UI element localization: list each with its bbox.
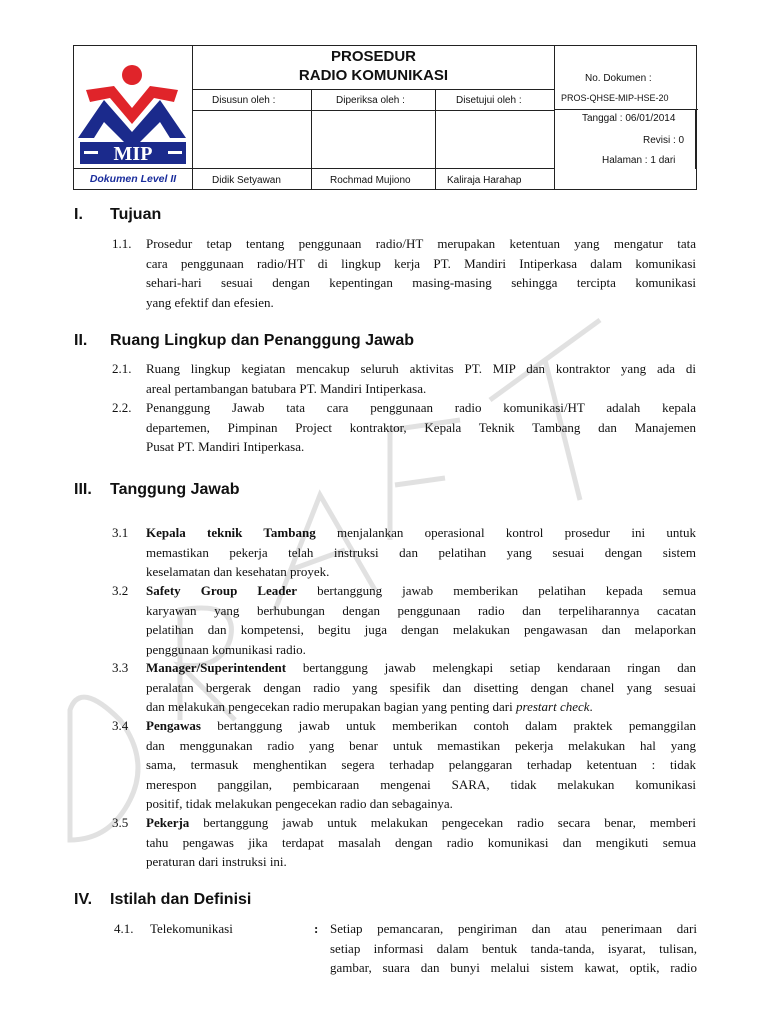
item-line: peraturan dari instruksi ini. [146,854,287,869]
item-line: penggunaan komunikasi radio. [146,641,306,657]
item-number: 3.4 [112,718,129,733]
document-header-table [73,45,697,190]
item-line: sehari-hari sesuai dengan kepentingan masing-masing sehingga tercipta komunikasi [146,275,696,290]
item-line: Penanggung Jawab tata cara penggunaan radio komunikasi/HT adalah kepala [146,400,696,415]
item-line: Pekerja bertanggung jawab untuk melakukan pengecekan radio secara benar, memberi [146,815,696,830]
item-line: Safety Group Leader bertanggung jawab memberikan pelatihan kepada semua [146,583,696,598]
section-number: III. [74,481,92,498]
item-line: cara penggunaan radio/HT di lingkup kerja PT. Mandiri Intiperkasa dalam komunikasi [146,255,696,271]
section-title: Ruang Lingkup dan Penanggung Jawab [110,332,415,349]
item-number: 3.1 [112,525,129,540]
item-line: gambar, suara dan bunyi melalui sistem kawat, optik, radio [330,960,697,975]
section-title: Tanggung Jawab [110,481,240,498]
item-number: 3.5 [112,815,129,830]
item-bold-term: Manager/Superintendent [146,660,287,675]
section-number: IV. [74,891,93,908]
item-line: areal pertambangan batubara PT. Mandiri Intiperkasa. [146,380,427,396]
item-line: positif, tidak melakukan pengecekan radio dan sebagainya. [146,796,453,811]
item-number: 3.2 [112,583,129,598]
item-line: Manager/Superintendent bertanggung jawab melengkapi setiap kendaraan ringan dan [146,660,696,675]
disetujui-name: Kaliraja Harahap [447,175,522,186]
item-line: sama, termasuk menghentikan segera terhadap pelanggaran terhadap ketentuan : tidak [146,757,696,772]
section-title: Tujuan [110,206,162,223]
item-line: dan melakukan pengecekan radio merupakan bagian yang penting dari prestart check. [146,699,593,714]
item-line: Setiap pemancaran, pengiriman dan atau penerimaan dari [330,921,697,936]
section-title: Istilah dan Definisi [110,891,252,908]
item-number: 2.1. [112,361,132,376]
item-line: peralatan bergerak dengan radio yang spesifik dan disetting dengan chanel yang sesuai [146,679,696,695]
item-line: keselamatan dan kesehatan proyek. [146,564,330,579]
item-line: departemen, Pimpinan Project kontraktor, Kepala Teknik Tambang dan Manajemen [146,419,696,435]
item-line: Prosedur tetap tentang penggunaan radio/HT merupakan ketentuan yang mengatur tata [146,236,696,251]
item-number: 2.2. [112,400,132,415]
item-line: Pengawas bertanggung jawab untuk memberikan contoh dalam praktek pemanggilan [146,718,696,733]
disusun-name: Didik Setyawan [212,175,281,186]
disusun-label: Disusun oleh : [212,95,276,106]
definition-colon: : [314,921,319,936]
disetujui-label: Disetujui oleh : [456,95,522,106]
item-number: 4.1. [114,921,134,936]
company-logo [74,46,192,168]
item-bold-term: Pengawas [146,718,201,733]
document-title-line1: PROSEDUR [330,48,416,65]
item-italic-term: prestart check [516,699,590,714]
logo-text: MIP [113,143,153,165]
item-line: merespon panggilan, pembicaraan mengenai SARA, tidak melakukan komunikasi [146,776,696,792]
section-number: II. [74,332,88,349]
definition-term: Telekomunikasi [150,921,233,936]
item-line: yang efektif dan efesien. [146,294,274,310]
item-line: Kepala teknik Tambang menjalankan operasional kontrol prosedur ini untuk [146,525,696,540]
item-number: 3.3 [112,660,129,675]
section-number: I. [74,206,83,223]
diperiksa-name: Rochmad Mujiono [330,175,411,186]
tanggal: Tanggal : 06/01/2014 [582,113,676,124]
item-bold-term: Kepala teknik Tambang [146,525,316,540]
item-number: 1.1. [112,236,132,251]
item-line: dan menggunakan radio yang benar untuk memastikan pekerja melakukan hal yang [146,737,696,753]
item-line: memastikan pekerja telah instruksi dan pelatihan yang sesuai dengan sistem [146,544,696,560]
item-line: setiap informasi dalam bentuk tanda-tanda, isyarat, tulisan, [330,940,697,956]
halaman: Halaman : 1 dari [602,155,676,166]
item-line: Ruang lingkup kegiatan mencakup seluruh aktivitas PT. MIP dan kontraktor yang ada di [146,361,696,376]
document-level: Dokumen Level II [89,173,177,185]
item-line: karyawan yang berhubungan dengan penggunaan radio dan terpeliharannya cacatan [146,602,696,618]
diperiksa-label: Diperiksa oleh : [336,95,405,106]
item-line: tahu pengawas jika terdapat masalah dengan radio komunikasi dan mengikuti semua [146,834,696,850]
no-dokumen-label: No. Dokumen : [585,73,652,84]
item-line: Pusat PT. Mandiri Intiperkasa. [146,439,305,454]
item-bold-term: Safety Group Leader [146,583,298,598]
document-title-line2: RADIO KOMUNIKASI [298,67,449,84]
item-bold-term: Pekerja [146,815,190,830]
item-line: pelatihan dan kompetensi, begitu juga dengan melakukan pengawasan dan melaporkan [146,622,696,637]
revisi: Revisi : 0 [643,135,685,146]
no-dokumen-value: PROS-QHSE-MIP-HSE-20 [561,93,669,103]
